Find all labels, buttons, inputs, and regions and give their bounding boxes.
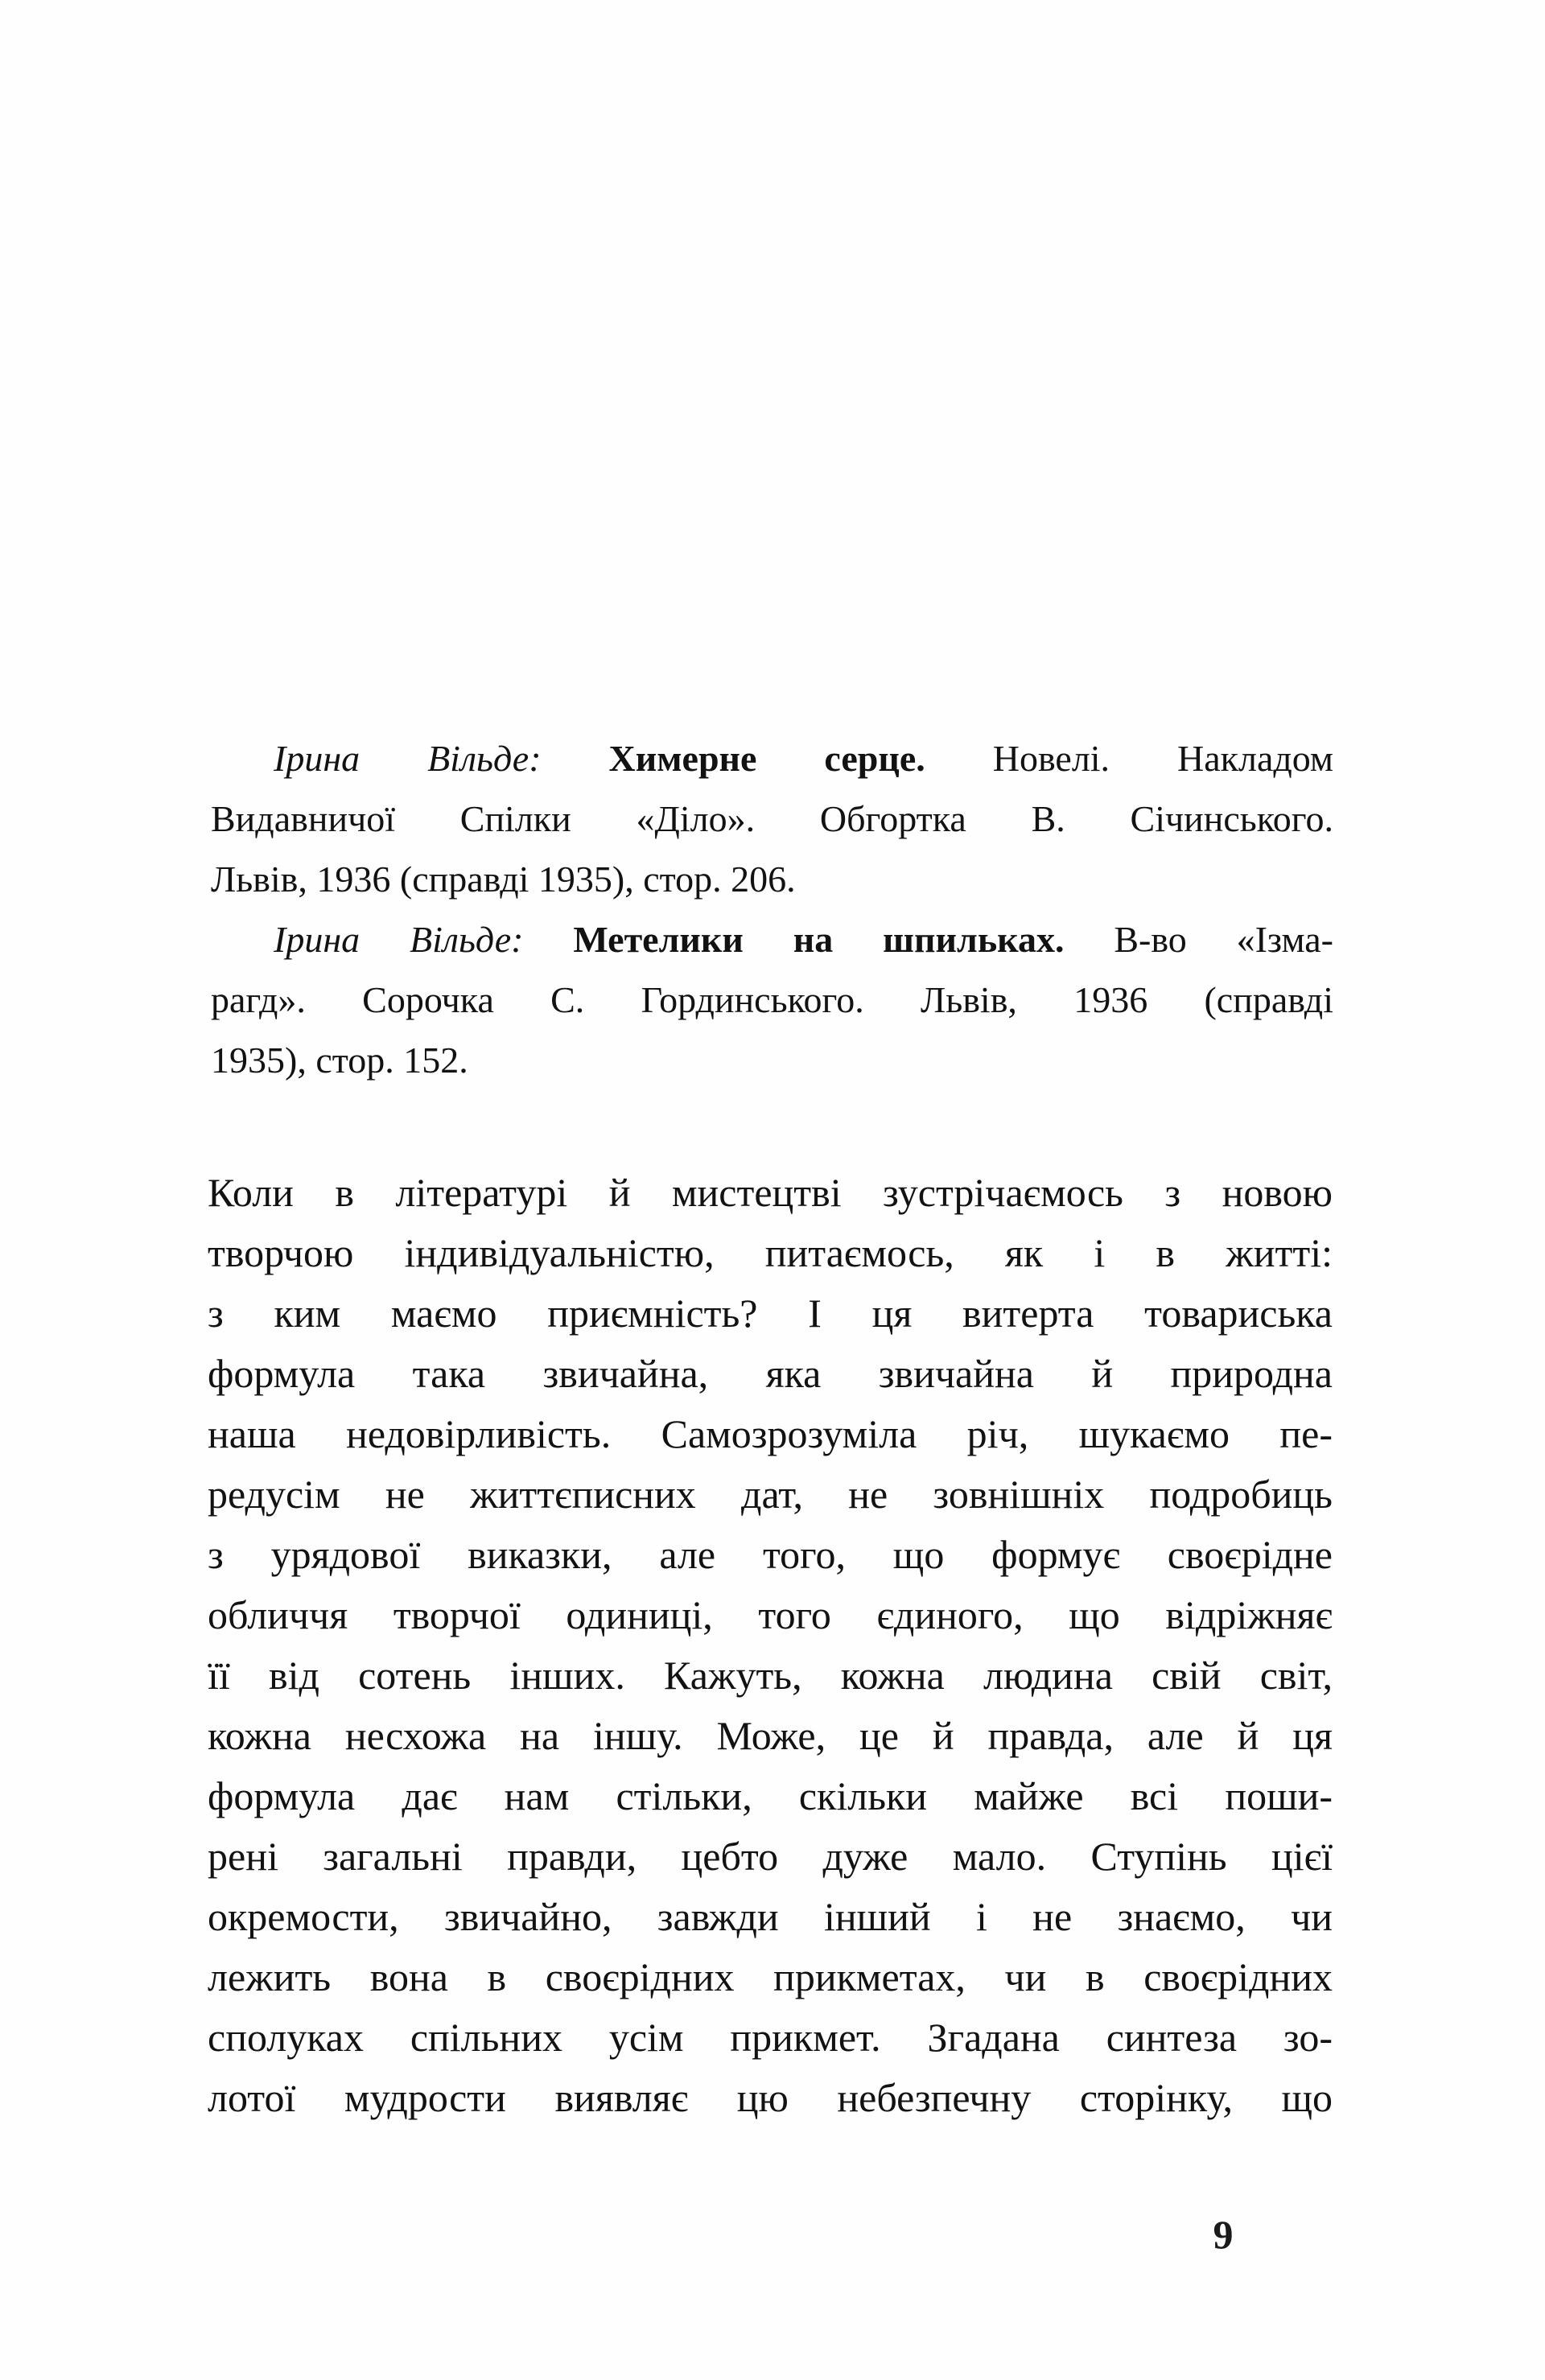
paragraph-line: редусім не життєписних дат, не зовнішніх подробиць [208,1472,1333,1517]
bibliography-section [211,728,1333,1090]
paragraph-line: з ким маємо приємність? І ця витерта товариська [208,1291,1333,1336]
paragraph-line: обличчя творчої одиниці, того єдиного, що відріжняє [208,1592,1333,1637]
paragraph-line: окремости, звичайно, завжди інший і не знаємо, чи [208,1894,1333,1939]
bibliography-line: рагд». Сорочка С. Гординського. Львів, 1936 (справді [211,979,1333,1020]
page-number: 9 [1213,2212,1234,2257]
bibliography-text: Новелі. Накладом [925,738,1333,779]
book-title: Химерне серце. [608,738,925,779]
bibliography-line: 1935), стор. 152. [211,1040,468,1081]
bibliography-line [211,909,1333,970]
paragraph-line: кожна несхожа на іншу. Може, це й правда, але й ця [208,1713,1333,1758]
paragraph-line: формула така звичайна, яка звичайна й природна [208,1351,1333,1396]
author-name: Ірина Вільде: [274,738,609,779]
author-name: Ірина Вільде: [274,919,574,960]
bibliography-text: В-во «Ізма- [1064,919,1333,960]
paragraph-line: формула дає нам стільки, скільки майже всі поши- [208,1773,1333,1818]
paragraph-line: творчою індивідуальністю, питаємось, як і в житті: [208,1230,1333,1275]
bibliography-line [211,728,1333,789]
paragraph-line: наша недовірливість. Самозрозуміла річ, шукаємо пе- [208,1411,1333,1456]
paragraph-line: сполуках спільних усім прикмет. Згадана синтеза зо- [208,2015,1333,2060]
paragraph-line: лотої мудрости виявляє цю небезпечну сторінку, що [208,2075,1333,2120]
bibliography-entry [211,909,1333,1090]
book-title: Метелики на шпильках. [573,919,1065,960]
bibliography-line: Видавничої Спілки «Діло». Обгортка В. Січинського. [211,798,1333,839]
bibliography-line: Львів, 1936 (справді 1935), стор. 206. [211,859,796,900]
body-paragraph [208,1163,1333,2128]
paragraph-line: з урядової виказки, але того, що формує своєрідне [208,1532,1333,1577]
paragraph-line: її від сотень інших. Кажуть, кожна людина свій світ, [208,1653,1333,1698]
paragraph-line: рені загальні правди, цебто дуже мало. Ступінь цієї [208,1834,1333,1879]
paragraph-line: Коли в літературі й мистецтві зустрічаємось з новою [208,1170,1333,1215]
bibliography-entry [211,728,1333,909]
paragraph-line: лежить вона в своєрідних прикметах, чи в своєрідних [208,1954,1333,1999]
